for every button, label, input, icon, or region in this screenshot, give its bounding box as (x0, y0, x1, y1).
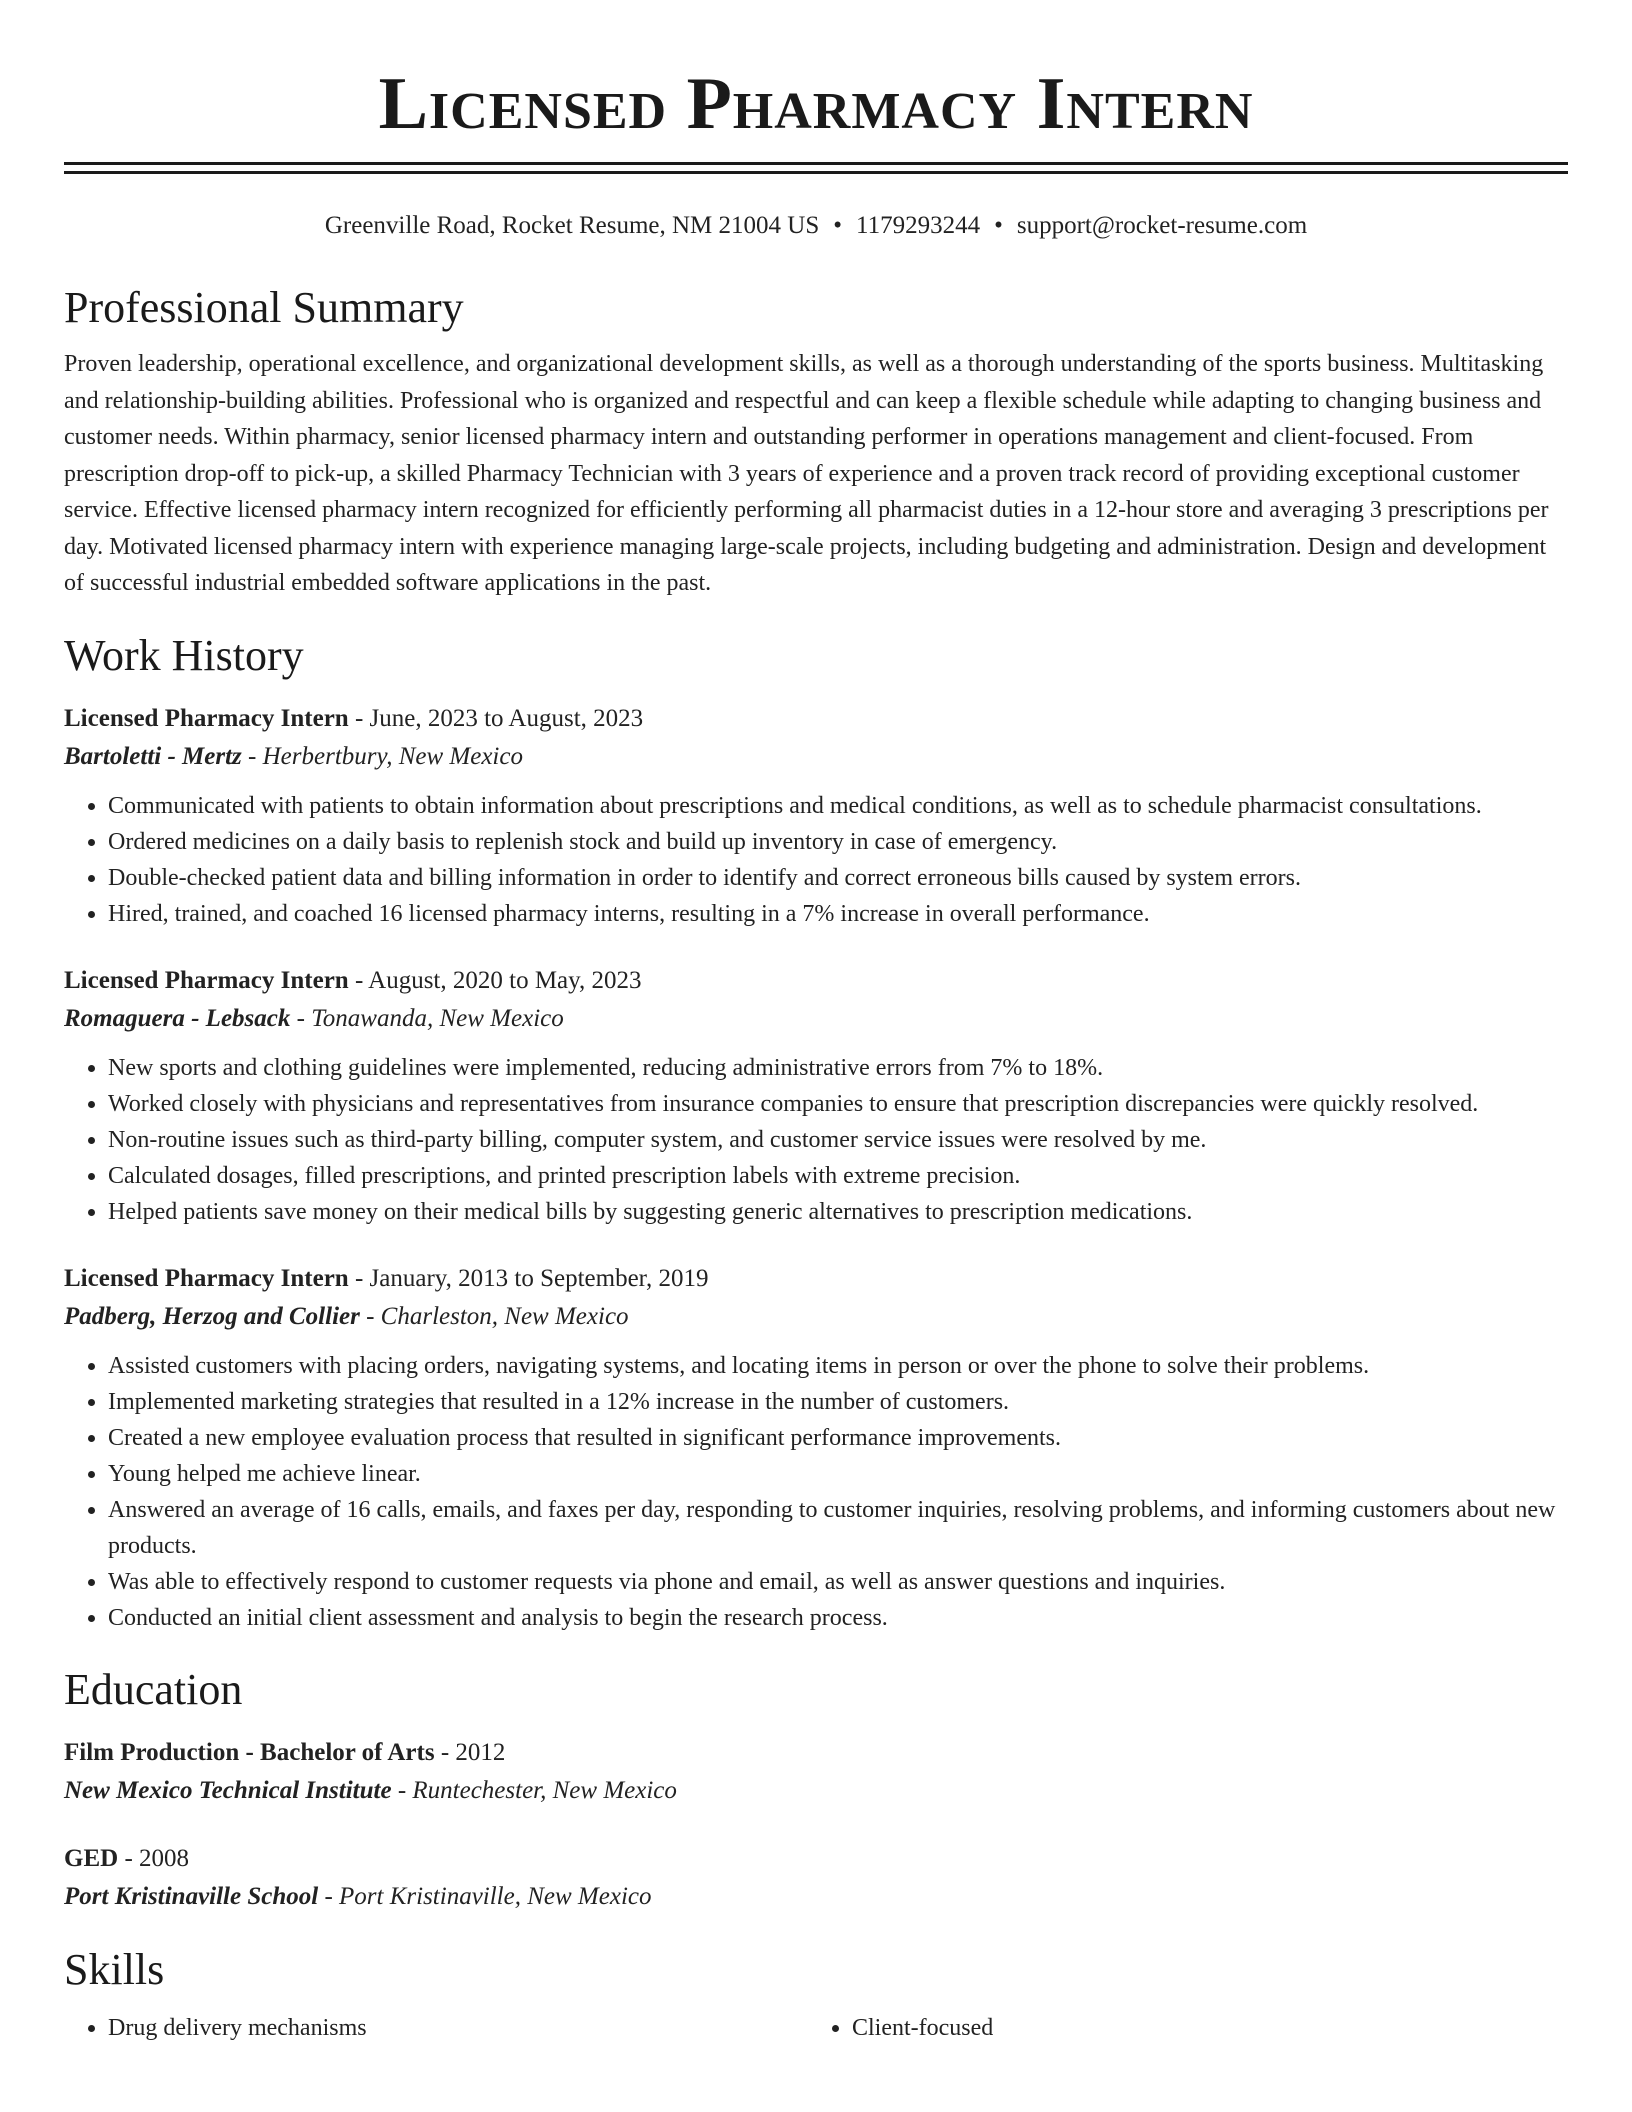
education-school: New Mexico Technical Institute (64, 1776, 392, 1804)
education-section (64, 1662, 1568, 1916)
summary-section (64, 280, 1568, 602)
contact-line (64, 210, 1568, 242)
job-entry (64, 962, 1568, 1230)
job-bullet: • Was able to effectively respond to customer requests via phone and email, as well as answer questions and inquiries. (108, 1564, 1568, 1600)
job-bullet: • Helped patients save money on their medical bills by suggesting generic alternatives to prescription medications. (108, 1194, 1568, 1230)
education-entry (64, 1734, 1568, 1810)
job-bullet: • Double-checked patient data and billing information in order to identify and correct erroneous bills caused by system errors. (108, 860, 1568, 896)
job-bullet: • Young helped me achieve linear. (108, 1456, 1568, 1492)
skills-grid (64, 2010, 1568, 2046)
work-history-section (64, 628, 1568, 1636)
job-bullet: • Hired, trained, and coached 16 licensed pharmacy interns, resulting in a 7% increase in overall performance. (108, 896, 1568, 932)
job-company: Padberg, Herzog and Collier (64, 1302, 360, 1330)
summary-text: Proven leadership, operational excellence, and organizational development skills, as well as a thorough understanding of the sports business. Multitasking and relationship-building abilities. Professional who is organized and respectful and can keep a flexible schedule while adapting to changing business and customer needs. Within pharmacy, senior licensed pharmacy intern and outstanding performer in operations management and client-focused. From prescription drop-off to pick-up, a skilled Pharmacy Technician with 3 years of experience and a proven track record of providing exceptional customer service. Effective licensed pharmacy intern recognized for efficiently performing all pharmacist duties in a 12-hour store and averaging 3 prescriptions per day. Motivated licensed pharmacy intern with experience managing large-scale projects, including budgeting and administration. Design and development of successful industrial embedded software applications in the past. (64, 351, 1549, 596)
education-heading: Education (64, 1664, 243, 1714)
skills-column-left (64, 2010, 808, 2046)
education-entry (64, 1840, 1568, 1916)
job-bullet: • Communicated with patients to obtain information about prescriptions and medical conditions, as well as to schedule pharmacist consultations. (108, 788, 1568, 824)
job-bullets (64, 1050, 1568, 1230)
job-company-line (64, 738, 1568, 776)
job-title: Licensed Pharmacy Intern (64, 704, 349, 732)
job-location: - Herbertbury, New Mexico (241, 742, 523, 770)
job-company: Romaguera - Lebsack (64, 1004, 291, 1032)
resume-title: Licensed Pharmacy Intern (378, 63, 1254, 145)
skill-item: • Drug delivery mechanisms (108, 2010, 808, 2046)
education-year: - 2008 (118, 1844, 190, 1872)
education-school-line (64, 1878, 1568, 1916)
job-bullets (64, 788, 1568, 932)
education-location: - Port Kristinaville, New Mexico (318, 1882, 652, 1910)
contact-address: Greenville Road, Rocket Resume, NM 21004 US (324, 212, 820, 239)
education-degree-line (64, 1734, 1568, 1772)
job-bullet: • Implemented marketing strategies that resulted in a 12% increase in the number of customers. (108, 1384, 1568, 1420)
job-bullet: • Created a new employee evaluation process that resulted in significant performance improvements. (108, 1420, 1568, 1456)
job-bullet: • Assisted customers with placing orders, navigating systems, and locating items in person or over the phone to solve their problems. (108, 1348, 1568, 1384)
job-bullet: • New sports and clothing guidelines were implemented, reducing administrative errors from 7% to 18%. (108, 1050, 1568, 1086)
job-title-line (64, 962, 1568, 1000)
title-divider-top (64, 162, 1568, 165)
job-company-line (64, 1298, 1568, 1336)
education-degree-line (64, 1840, 1568, 1878)
skill-item: • Client-focused (852, 2010, 1552, 2046)
job-bullet: • Non-routine issues such as third-party billing, computer system, and customer service issues were resolved by me. (108, 1122, 1568, 1158)
education-degree: Film Production - Bachelor of Arts (64, 1738, 435, 1766)
job-bullet: • Worked closely with physicians and representatives from insurance companies to ensure that prescription discrepancies were quickly resolved. (108, 1086, 1568, 1122)
skills-section (64, 1942, 1568, 2046)
job-bullet: • Ordered medicines on a daily basis to replenish stock and build up inventory in case of emergency. (108, 824, 1568, 860)
job-company-line (64, 1000, 1568, 1038)
education-degree: GED (64, 1844, 119, 1872)
job-title-line (64, 700, 1568, 738)
job-dates: - June, 2023 to August, 2023 (348, 704, 644, 732)
job-location: - Tonawanda, New Mexico (290, 1004, 564, 1032)
education-school: Port Kristinaville School (64, 1882, 319, 1910)
work-history-heading: Work History (64, 630, 304, 680)
education-location: - Runtechester, New Mexico (391, 1776, 677, 1804)
contact-phone: 1179293244 (856, 212, 981, 239)
job-title: Licensed Pharmacy Intern (64, 966, 349, 994)
job-title-line (64, 1260, 1568, 1298)
skills-heading: Skills (64, 1944, 165, 1994)
job-location: - Charleston, New Mexico (359, 1302, 629, 1330)
job-bullet: • Calculated dosages, filled prescriptions, and printed prescription labels with extreme precision. (108, 1158, 1568, 1194)
job-dates: - January, 2013 to September, 2019 (348, 1264, 709, 1292)
job-entry (64, 700, 1568, 932)
job-title: Licensed Pharmacy Intern (64, 1264, 349, 1292)
summary-heading: Professional Summary (64, 283, 464, 332)
education-school-line (64, 1772, 1568, 1810)
skills-column-right (808, 2010, 1552, 2046)
education-year: - 2012 (434, 1738, 506, 1766)
job-bullets (64, 1348, 1568, 1636)
job-bullet: • Conducted an initial client assessment and analysis to begin the research process. (108, 1600, 1568, 1636)
job-entry (64, 1260, 1568, 1636)
job-bullet: • Answered an average of 16 calls, emails, and faxes per day, responding to customer inquiries, resolving problems, and informing customers about new products. (108, 1492, 1568, 1564)
contact-separator: • (833, 212, 842, 239)
contact-separator: • (994, 212, 1003, 239)
title-divider-bottom (64, 171, 1568, 174)
contact-email: support@rocket-resume.com (1016, 212, 1308, 239)
job-company: Bartoletti - Mertz (64, 742, 242, 770)
job-dates: - August, 2020 to May, 2023 (348, 966, 642, 994)
